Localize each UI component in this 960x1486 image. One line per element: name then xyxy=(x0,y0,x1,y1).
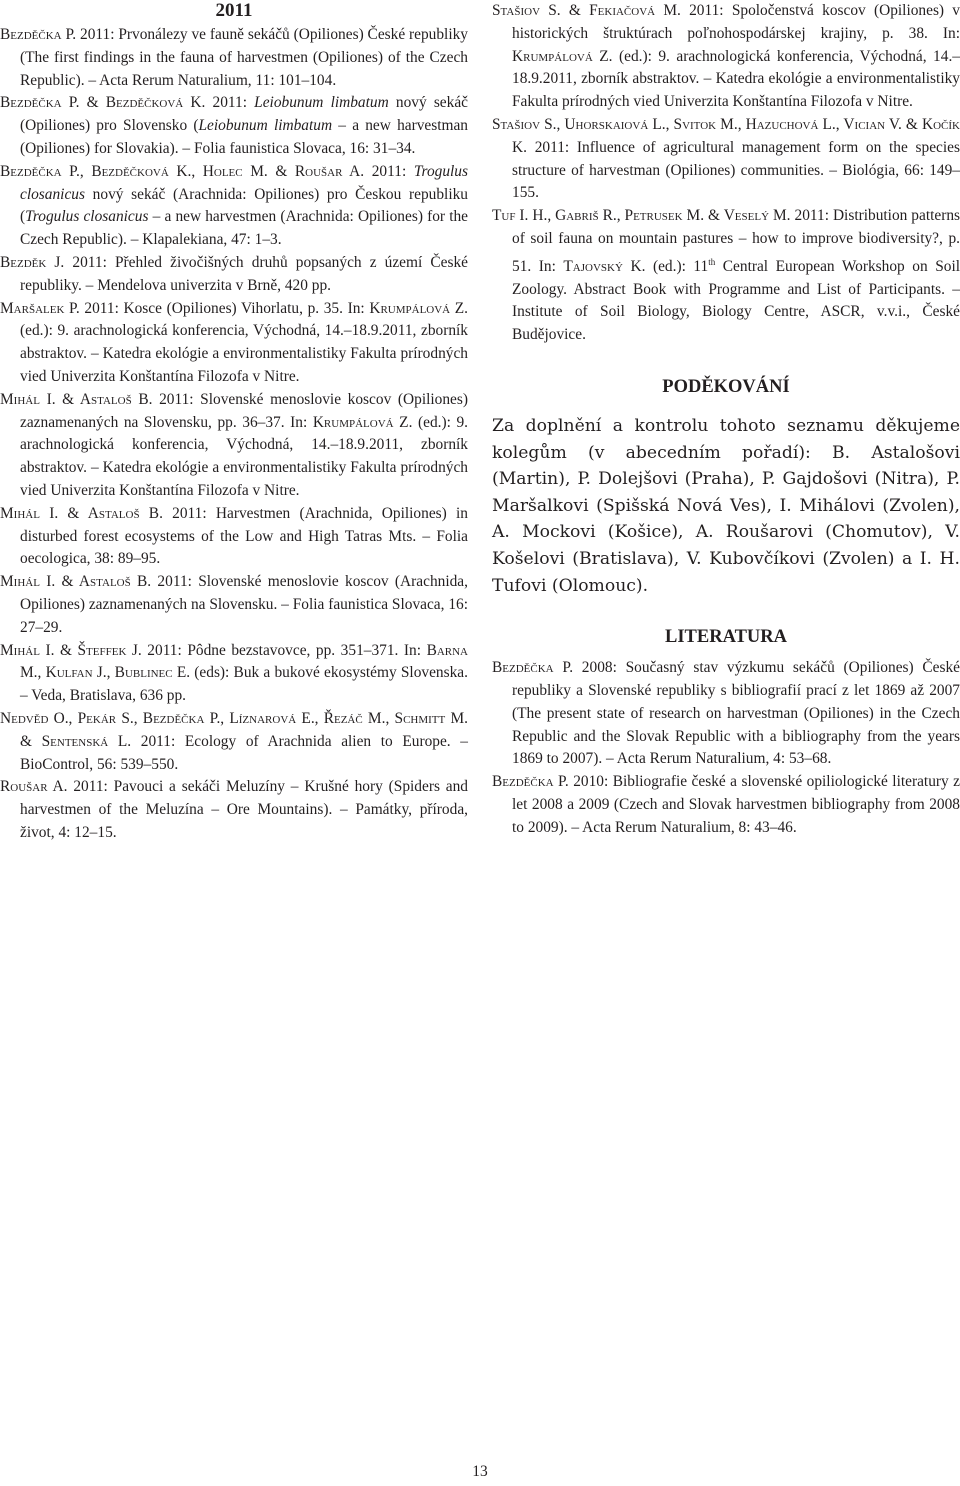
reference-text: 2011: Ecology of Arachnida alien to Europe. – BioControl, 56: 539–550. xyxy=(20,732,468,773)
acknowledgements-text: Za doplnění a kontrolu tohoto seznamu děkujeme kolegům (v abecedním pořadí): B. Astalošovi (Martin), P. Dolejšovi (Praha), P. Gajdošovi (Nitra), P. Maršalkovi (Spišská Nová Ves), I. Mihálovi (Zvolen), A. Mockovi (Košice), A. Roušarovi (Chomutov), V. Košelovi (Bratislava), V. Kubovčíkovi (Zvolen) a I. H. Tufovi (Olomouc). xyxy=(492,416,960,596)
reference-text: Central European Workshop on Soil Zoology. Abstract Book with Programme and List of Participants. – Institute of Soil Biology, Biology Centre, ASCR, v.v.i., České Budějovice. xyxy=(512,257,960,344)
reference-entry xyxy=(0,252,468,298)
reference-entry xyxy=(492,771,960,839)
editor-names: Krumpálová Z. xyxy=(369,299,468,317)
reference-authors: Bezděčka P., Bezděčková K., Holec M. & Roušar A. xyxy=(0,162,365,180)
reference-entry xyxy=(0,161,468,252)
reference-text: 2011: Influence of agricultural management form on the species structure of harvestman (Opiliones) communities. – Biológia, 66: 149–155. xyxy=(512,138,960,202)
editor-names: Krumpálová Z. xyxy=(312,413,413,431)
reference-authors: Mihál I. & Astaloš B. xyxy=(0,504,163,522)
reference-entry xyxy=(492,205,960,347)
species-name: Leiobunum limbatum xyxy=(198,117,333,135)
reference-authors: Stašiov S. & Fekiačová M. xyxy=(492,2,681,19)
reference-text: (eds): Buk a bukové ekosystémy Slovenska. – Veda, Bratislava, 636 pp. xyxy=(20,664,468,705)
reference-text: 2011: Kosce (Opiliones) Vihorlatu, p. 35. In: xyxy=(79,299,370,317)
editor-names: Barna M., Kulfan J., Bublinec E. xyxy=(20,641,468,682)
reference-authors: Bezděčka P. xyxy=(492,773,569,791)
reference-text: 2011: xyxy=(364,162,414,180)
reference-authors: Mihál I. & Astaloš B. xyxy=(0,573,152,591)
page-number: 13 xyxy=(472,1463,488,1480)
reference-entry xyxy=(492,0,960,114)
reference-authors: Bezděčka P. xyxy=(0,26,77,43)
reference-authors: Bezděčka P. & Bezděčková K. xyxy=(0,94,206,112)
reference-text: (ed.): 9. arachnologická konferencia, Východná, 14.–18.9.2011, zborník abstraktov. – Katedra ekológie a environmentalistiky Fakulta prírodných vied Univerzita Konštantína Filozofa v Nitre. xyxy=(20,413,468,499)
reference-entry xyxy=(0,640,468,708)
species-name: Leiobunum limbatum xyxy=(254,94,389,112)
reference-authors: Maršalek P. xyxy=(0,299,80,317)
reference-entry xyxy=(492,657,960,771)
reference-text: 2011: Přehled živočišných druhů popsaných z území České republiky. – Mendelova univerzita v Brně, 420 pp. xyxy=(20,253,468,294)
reference-authors: Mihál I. & Astaloš B. xyxy=(0,390,153,408)
literature-heading: LITERATURA xyxy=(665,627,787,648)
superscript-ordinal: th xyxy=(708,256,716,267)
reference-text: 2010: Bibliografie české a slovenské opiliologické literatury z let 2008 a 2009 (Czech and Slovak harvestmen bibliography from 2008 to 2009). – Acta Rerum Naturalium, 8: 43–46. xyxy=(512,773,960,836)
reference-text: (ed.): 9. arachnologická konferencia, Východná, 14.–18.9.2011, zborník abstraktov. – Katedra ekológie a environmentalistiky Fakulta prírodných vied Univerzita Konštantína Filozofa v Nitre. xyxy=(512,47,960,111)
reference-text: (ed.): 11 xyxy=(645,257,709,275)
acknowledgements-heading: PODĚKOVÁNÍ xyxy=(662,377,790,398)
reference-authors: Bezděk J. xyxy=(0,253,65,271)
reference-text: nový sekáč (Arachnida: Opiliones) pro Českou republiku ( xyxy=(20,185,468,226)
editor-names: Tajovský K. xyxy=(563,257,646,275)
reference-entry xyxy=(0,92,468,160)
reference-text: 2011: Pôdne bezstavovce, pp. 351–371. In: xyxy=(141,641,427,659)
reference-text: 2011: Prvonálezy ve fauně sekáčů (Opiliones) České republiky (The first findings in the fauna of harvestmen (Opiliones) of the Czech Republic). – Acta Rerum Naturalium, 11: 101–104. xyxy=(20,26,469,89)
reference-text: 2011: Harvestmen (Arachnida, Opiliones) in disturbed forest ecosystems of the Low and High Tatras Mts. – Folia oecologica, 38: 89–95. xyxy=(20,504,468,568)
reference-entry xyxy=(0,389,468,503)
reference-text: 2011: Slovenské menoslovie koscov (Opiliones) zaznamenaných na Slovensku, pp. 36–37. In: xyxy=(20,390,468,431)
reference-entry xyxy=(0,708,468,776)
species-name: Trogulus closanicus xyxy=(25,208,149,226)
reference-text: 2011: Distribution patterns of soil fauna on mountain pastures – how to improve biodiversity?, p. 51. In: xyxy=(512,207,960,275)
reference-text: – a new harvestman (Opiliones) for Slovakia). – Folia faunistica Slovaca, 16: 31–34. xyxy=(20,117,469,157)
editor-names: Krumpálová Z. xyxy=(512,47,613,65)
reference-text: (ed.): 9. arachnologická konferencia, Východná, 14.–18.9.2011, zborník abstraktov. – Katedra ekológie a environmentalistiky Fakulta prírodných vied Univerzita Konštantína Filozofa v Nitre. xyxy=(20,322,468,385)
right-column xyxy=(492,0,960,840)
reference-text: 2011: Spoločenstvá koscov (Opiliones) v historických štruktúrach poľnohospodárskej krajiny, p. 38. In: xyxy=(512,2,960,42)
reference-text: 2008: Současný stav výzkumu sekáčů (Opiliones) České republiky a Slovenské republiky s bibliografií prací z let 1869 až 2007 (The present state of research on harvestman (Opiliones) in the Czech Republic and the Slovak Republic with a bibliography from the years 1869 to 2007). – Acta Rerum Naturalium, 4: 53–68. xyxy=(512,659,960,768)
reference-authors: Nedvěd O., Pekár S., Bezděčka P., Líznarová E., Řezáč M., Schmitt M. & Sentenská L. xyxy=(0,709,468,750)
reference-text: – a new harvestmen (Arachnida: Opiliones) for the Czech Republic). – Klapalekiana, 47: 1–3. xyxy=(20,208,469,249)
reference-entry xyxy=(0,24,468,92)
reference-authors: Stašiov S., Uhorskaiová L., Svitok M., Hazuchová L., Vician V. & Kočík K. xyxy=(492,115,960,156)
reference-entry xyxy=(0,776,468,844)
reference-text: 2011: Slovenské menoslovie koscov (Arachnida, Opiliones) zaznamenaných na Slovensku. – Folia faunistica Slovaca, 16: 27–29. xyxy=(20,573,468,636)
reference-entry xyxy=(492,114,960,205)
left-column xyxy=(0,0,468,845)
reference-text: nový sekáč (Opiliones) pro Slovensko ( xyxy=(20,94,468,135)
reference-text: 2011: xyxy=(205,94,255,112)
reference-authors: Mihál I. & Šteffek J. xyxy=(0,641,142,659)
reference-authors: Tuf I. H., Gabriš R., Petrusek M. & Veselý M. xyxy=(492,207,791,225)
species-name: Trogulus closanicus xyxy=(20,162,468,203)
reference-authors: Roušar A. xyxy=(0,778,68,796)
reference-entry xyxy=(0,298,468,389)
reference-entry xyxy=(0,503,468,571)
year-heading: 2011 xyxy=(215,0,253,21)
reference-text: 2011: Pavouci a sekáči Meluzíny – Krušné hory (Spiders and harvestmen of the Meluzína – Ore Mountains). – Památky, příroda, život, 4: 12–15. xyxy=(20,778,468,841)
reference-authors: Bezděčka P. xyxy=(492,659,574,677)
reference-entry xyxy=(0,571,468,639)
